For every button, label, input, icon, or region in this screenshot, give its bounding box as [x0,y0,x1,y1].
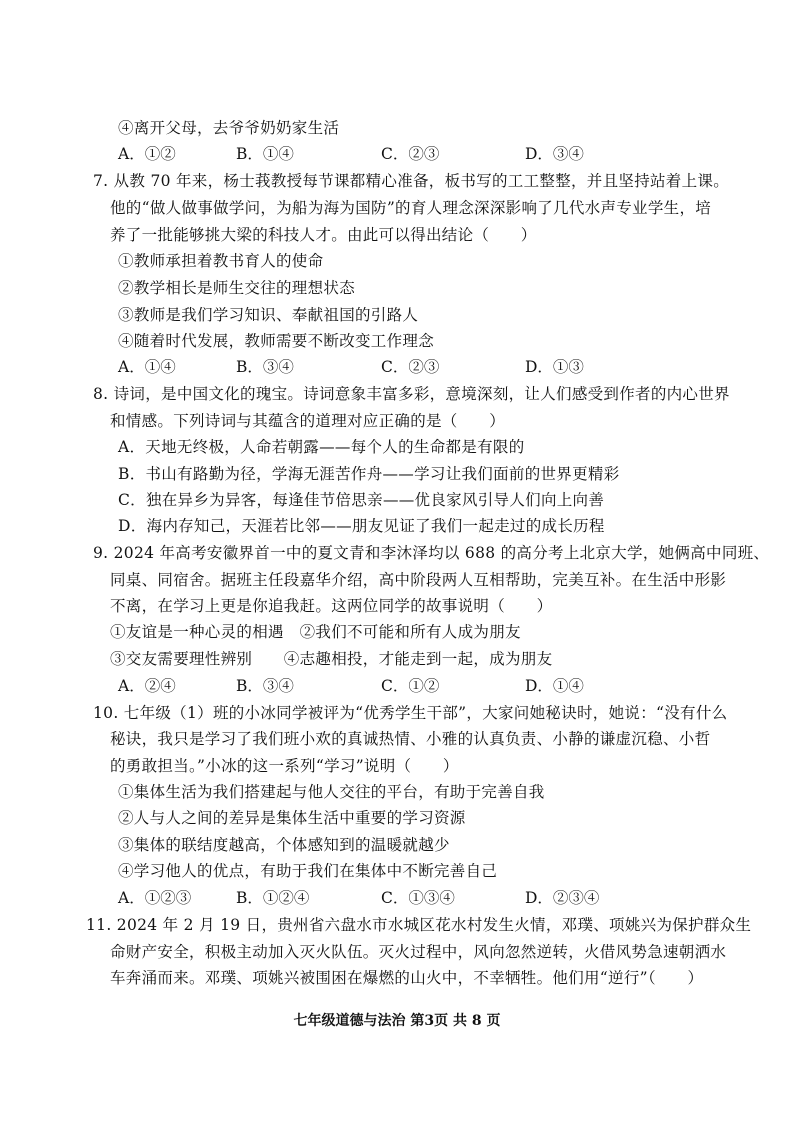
q10-choices [0,888,794,908]
q9-choice-d: D．①④ [525,677,584,695]
q7-option-3: ③教师是我们学习知识、奉献祖国的引路人 [118,306,419,324]
q11-stem-line-2: 命财产安全，积极主动加入灭火队伍。灭火过程中，风向忽然逆转，火借风势急速朝洒水 [110,943,727,961]
q8-option-b: B．书山有路勤为径，学海无涯苦作舟——学习让我们面前的世界更精彩 [118,465,620,483]
q7-stem-line-1: 7. 从教 70 年来，杨士莪教授每节课都精心准备，板书写的工工整整，并且坚持站着上课。 [93,172,729,190]
q9-choices [0,676,794,696]
q10-stem-line-2: 秘诀，我只是学习了我们班小欢的真诚热情、小雅的认真负责、小静的谦虚沉稳、小哲 [110,730,711,748]
q6-choice-d: D．③④ [525,145,584,163]
q8-option-c: C．独在异乡为异客，每逢佳节倍思亲——优良家风引导人们向上向善 [118,491,605,509]
q10-choice-a: A．①②③ [118,889,192,907]
q7-choice-c: C．②③ [381,358,440,376]
q9-choice-a: A．②④ [118,677,176,695]
q7-choices [0,357,794,377]
q10-option-3: ③集体的联结度越高，个体感知到的温暖就越少 [118,836,450,854]
q7-stem-line-2: 他的“做人做事做学问，为船为海为国防”的育人理念深深影响了几代水声专业学生，培 [110,199,712,217]
q7-stem-line-3: 养了一批能够挑大梁的科技人才。由此可以得出结论（ ） [110,226,537,244]
q9-choice-b: B．③④ [236,677,294,695]
q10-choice-b: B．①②④ [236,889,310,907]
q9-stem-line-2: 同桌、同宿舍。据班主任段嘉华介绍，高中阶段两人互相帮助，完美互补。在生活中形影 [110,571,727,589]
q11-stem-line-1: 11. 2024 年 2 月 19 日，贵州省六盘水市水城区花水村发生火情，邓璞、项姚兴为保护群众生 [86,916,752,934]
q10-option-1: ①集体生活为我们搭建起与他人交往的平台，有助于完善自我 [118,783,545,801]
q9-stem-line-1: 9. 2024 年高考安徽界首一中的夏文青和李沐泽均以 688 的高分考上北京大学，她俩高中同班、 [93,544,770,562]
q6-choice-a: A．①② [118,145,176,163]
q7-option-1: ①教师承担着教书育人的使命 [118,252,324,270]
q7-choice-d: D．①③ [525,358,584,376]
q9-option-row-1: ①友谊是一种心灵的相遇 ②我们不可能和所有人成为朋友 [110,623,521,641]
q10-stem-line-1: 10. 七年级（1）班的小冰同学被评为“优秀学生干部”，大家问她秘诀时，她说：“没有什么 [93,704,728,722]
page-footer: 七年级道德与法治 第3页 共 8 页 [293,1013,501,1029]
q6-choices [0,144,794,164]
q6-option-4: ④离开父母，去爷爷奶奶家生活 [118,119,340,137]
q6-choice-b: B．①④ [236,145,294,163]
q8-option-d: D．海内存知己，天涯若比邻——朋友见证了我们一起走过的成长历程 [118,517,605,535]
q10-option-2: ②人与人之间的差异是集体生活中重要的学习资源 [118,809,466,827]
q10-choice-d: D．②③④ [525,889,600,907]
q7-option-4: ④随着时代发展，教师需要不断改变工作理念 [118,332,435,350]
q9-option-row-2: ③交友需要理性辨别 ④志趣相投，才能走到一起，成为朋友 [110,650,553,668]
q7-choice-a: A．①④ [118,358,176,376]
q6-choice-c: C．②③ [381,145,440,163]
q8-option-a: A．天地无终极，人命若朝露——每个人的生命都是有限的 [118,438,525,456]
q7-choice-b: B．③④ [236,358,294,376]
q8-stem-line-1: 8. 诗词，是中国文化的瑰宝。诗词意象丰富多彩，意境深刻，让人们感受到作者的内心世界 [93,385,730,403]
q8-stem-line-2: 和情感。下列诗词与其蕴含的道理对应正确的是（ ） [110,412,506,430]
q10-choice-c: C．①③④ [381,889,455,907]
q11-stem-line-3: 车奔涌而来。邓璞、项姚兴被围困在爆燃的山火中，不幸牺牲。他们用“逆行”（ ） [110,969,704,987]
q10-stem-line-3: 的勇敢担当。”小冰的这一系列“学习”说明（ ） [110,757,459,775]
q9-choice-c: C．①② [381,677,440,695]
q10-option-4: ④学习他人的优点，有助于我们在集体中不断完善自己 [118,862,498,880]
q9-stem-line-3: 不离，在学习上更是你追我赶。这两位同学的故事说明（ ） [110,597,553,615]
q7-option-2: ②教学相长是师生交往的理想状态 [118,279,356,297]
